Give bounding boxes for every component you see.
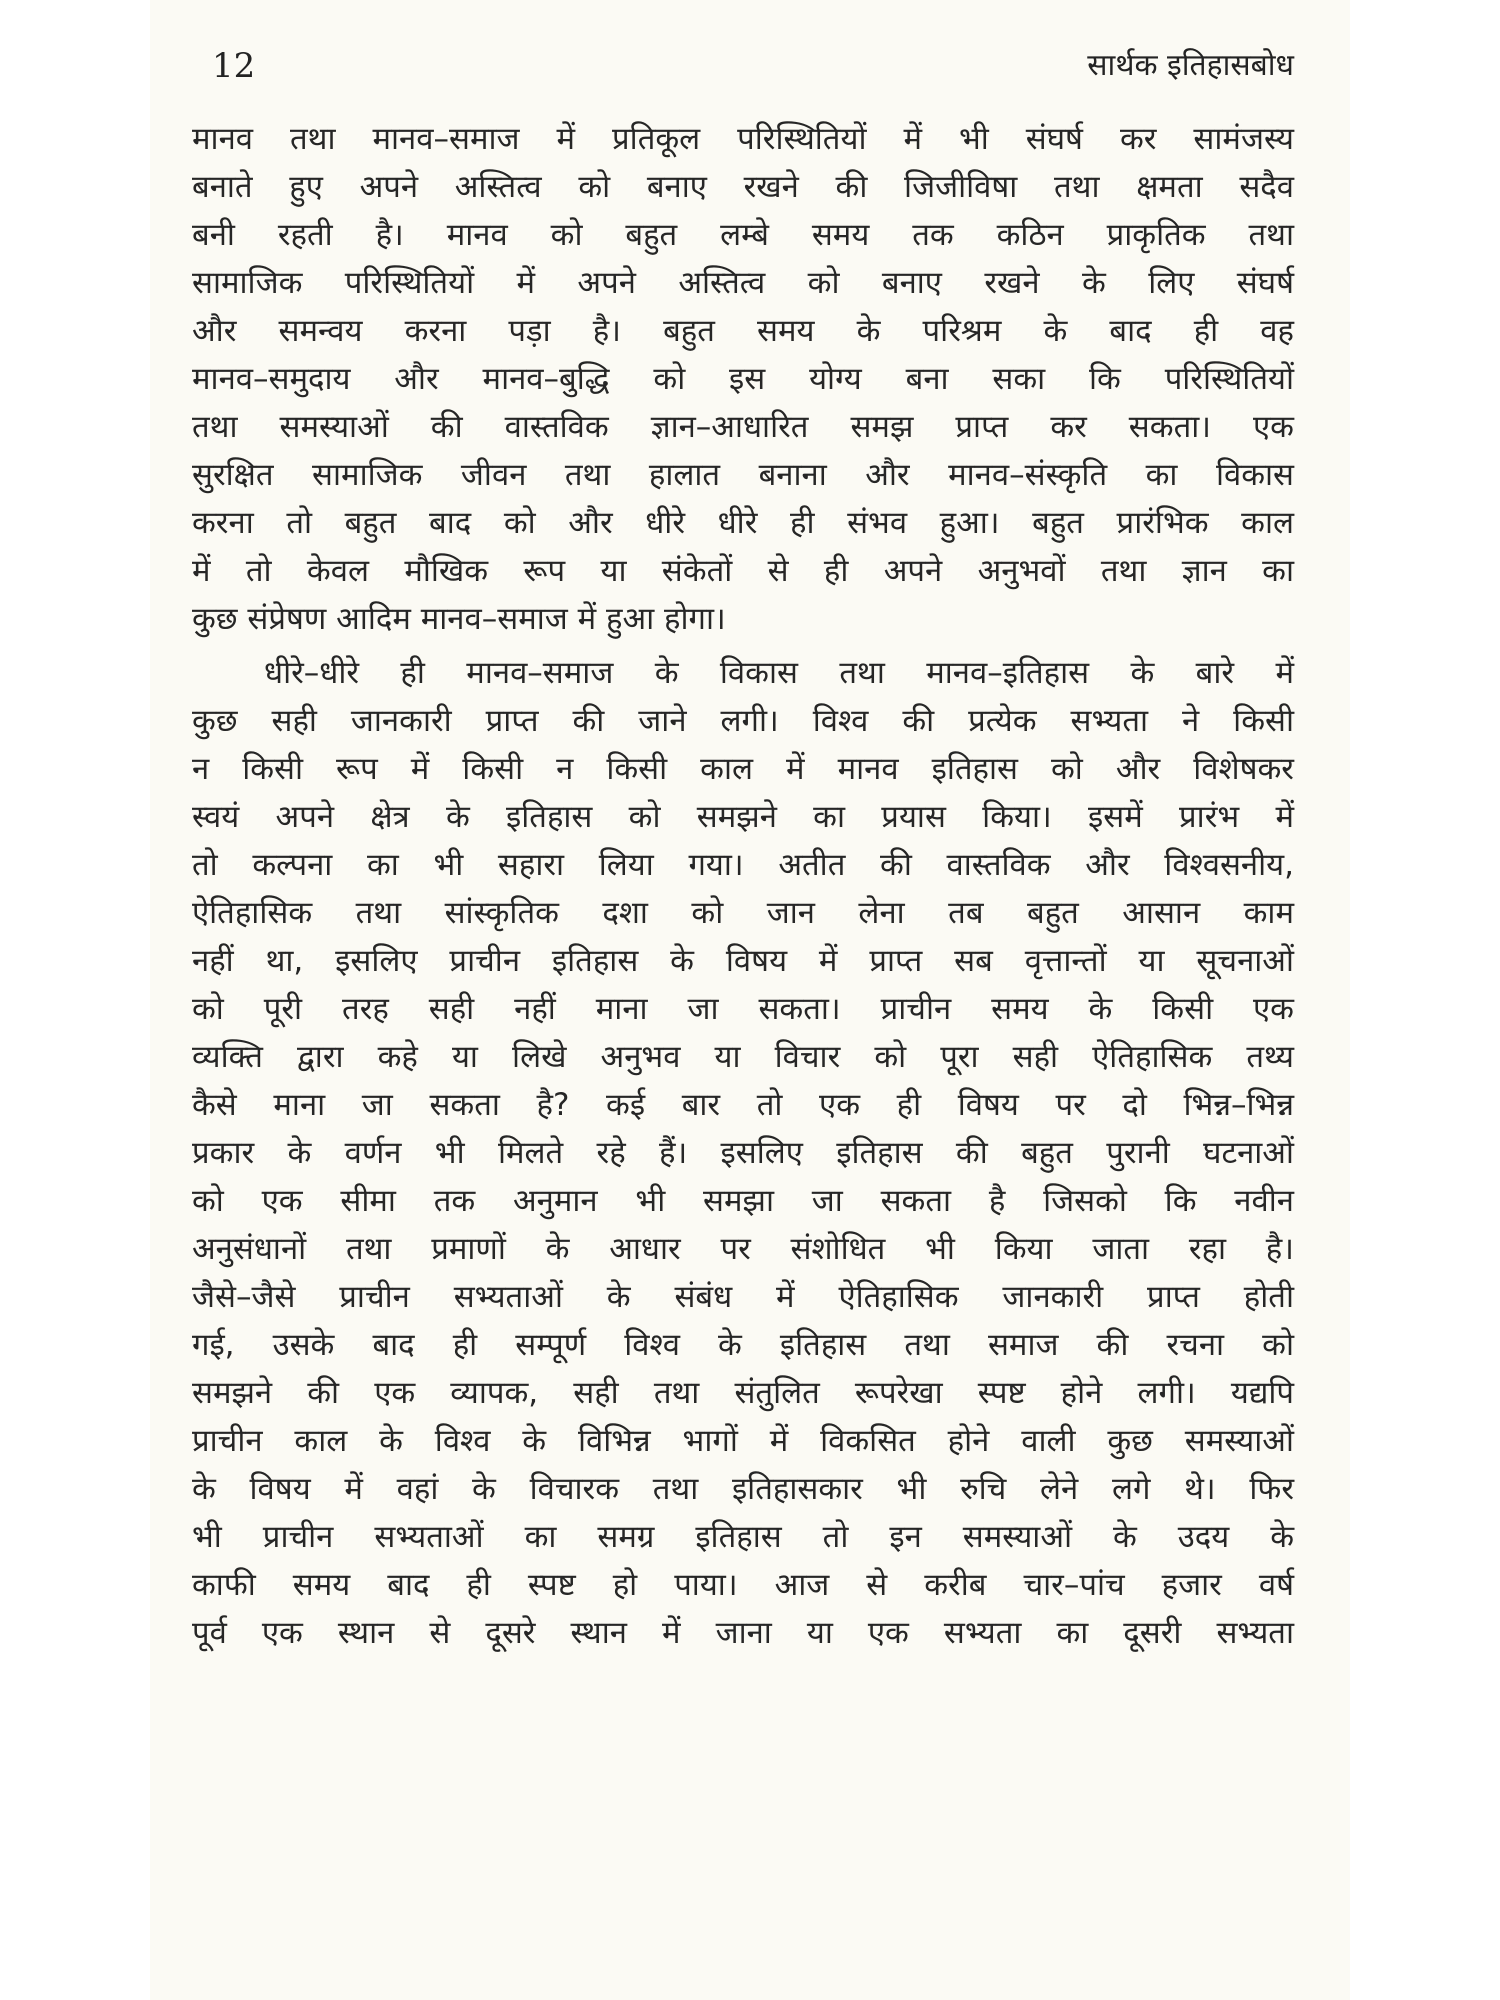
text-line: जैसे–जैसे प्राचीन सभ्यताओं के संबंध में ऐतिहासिक जानकारी प्राप्त होती (192, 1279, 1294, 1315)
paragraph-start-line: धीरे–धीरे ही मानव–समाज के विकास तथा मानव–इतिहास के बारे में (264, 655, 1294, 691)
text-line: कुछ सही जानकारी प्राप्त की जाने लगी। विश्व की प्रत्येक सभ्यता ने किसी (192, 703, 1294, 739)
text-line: सुरक्षित सामाजिक जीवन तथा हालात बनाना और मानव–संस्कृति का विकास (192, 457, 1294, 493)
running-head: सार्थक इतिहासबोध (1087, 48, 1294, 83)
text-line: मानव तथा मानव–समाज में प्रतिकूल परिस्थितियों में भी संघर्ष कर सामंजस्य (192, 121, 1294, 157)
text-line: समझने की एक व्यापक, सही तथा संतुलित रूपरेखा स्पष्ट होने लगी। यद्यपि (192, 1375, 1294, 1411)
text-line: ऐतिहासिक तथा सांस्कृतिक दशा को जान लेना तब बहुत आसान काम (192, 895, 1294, 931)
text-line: मानव–समुदाय और मानव–बुद्धि को इस योग्य बना सका कि परिस्थितियों (192, 361, 1294, 397)
text-line: गई, उसके बाद ही सम्पूर्ण विश्व के इतिहास तथा समाज की रचना को (192, 1327, 1294, 1363)
text-line: बनाते हुए अपने अस्तित्व को बनाए रखने की जिजीविषा तथा क्षमता सदैव (192, 169, 1294, 205)
text-line: पूर्व एक स्थान से दूसरे स्थान में जाना या एक सभ्यता का दूसरी सभ्यता (192, 1615, 1294, 1651)
book-page (150, 0, 1350, 2000)
text-line: के विषय में वहां के विचारक तथा इतिहासकार भी रुचि लेने लगे थे। फिर (192, 1471, 1294, 1507)
text-line: काफी समय बाद ही स्पष्ट हो पाया। आज से करीब चार–पांच हजार वर्ष (192, 1567, 1294, 1603)
text-line: को पूरी तरह सही नहीं माना जा सकता। प्राचीन समय के किसी एक (192, 991, 1294, 1027)
text-line: बनी रहती है। मानव को बहुत लम्बे समय तक कठिन प्राकृतिक तथा (192, 217, 1294, 253)
text-line: में तो केवल मौखिक रूप या संकेतों से ही अपने अनुभवों तथा ज्ञान का (192, 553, 1294, 589)
text-line: स्वयं अपने क्षेत्र के इतिहास को समझने का प्रयास किया। इसमें प्रारंभ में (192, 799, 1294, 835)
text-line: करना तो बहुत बाद को और धीरे धीरे ही संभव हुआ। बहुत प्रारंभिक काल (192, 505, 1294, 541)
text-line: अनुसंधानों तथा प्रमाणों के आधार पर संशोधित भी किया जाता रहा है। (192, 1231, 1294, 1267)
text-line: प्राचीन काल के विश्व के विभिन्न भागों में विकसित होने वाली कुछ समस्याओं (192, 1423, 1294, 1459)
text-line: भी प्राचीन सभ्यताओं का समग्र इतिहास तो इन समस्याओं के उदय के (192, 1519, 1294, 1555)
text-line: और समन्वय करना पड़ा है। बहुत समय के परिश्रम के बाद ही वह (192, 313, 1294, 349)
text-line: न किसी रूप में किसी न किसी काल में मानव इतिहास को और विशेषकर (192, 751, 1294, 787)
text-line: सामाजिक परिस्थितियों में अपने अस्तित्व को बनाए रखने के लिए संघर्ष (192, 265, 1294, 301)
page-number: 12 (212, 46, 256, 86)
text-line: नहीं था, इसलिए प्राचीन इतिहास के विषय में प्राप्त सब वृत्तान्तों या सूचनाओं (192, 943, 1294, 979)
text-line: को एक सीमा तक अनुमान भी समझा जा सकता है जिसको कि नवीन (192, 1183, 1294, 1219)
text-line: तथा समस्याओं की वास्तविक ज्ञान–आधारित समझ प्राप्त कर सकता। एक (192, 409, 1294, 445)
body-text (150, 0, 1350, 2000)
text-line: व्यक्ति द्वारा कहे या लिखे अनुभव या विचार को पूरा सही ऐतिहासिक तथ्य (192, 1039, 1294, 1075)
text-line: तो कल्पना का भी सहारा लिया गया। अतीत की वास्तविक और विश्वसनीय, (192, 847, 1294, 883)
paragraph-end-line: कुछ संप्रेषण आदिम मानव–समाज में हुआ होगा। (192, 601, 726, 637)
text-line: प्रकार के वर्णन भी मिलते रहे हैं। इसलिए इतिहास की बहुत पुरानी घटनाओं (192, 1135, 1294, 1171)
text-line: कैसे माना जा सकता है? कई बार तो एक ही विषय पर दो भिन्न–भिन्न (192, 1087, 1294, 1123)
